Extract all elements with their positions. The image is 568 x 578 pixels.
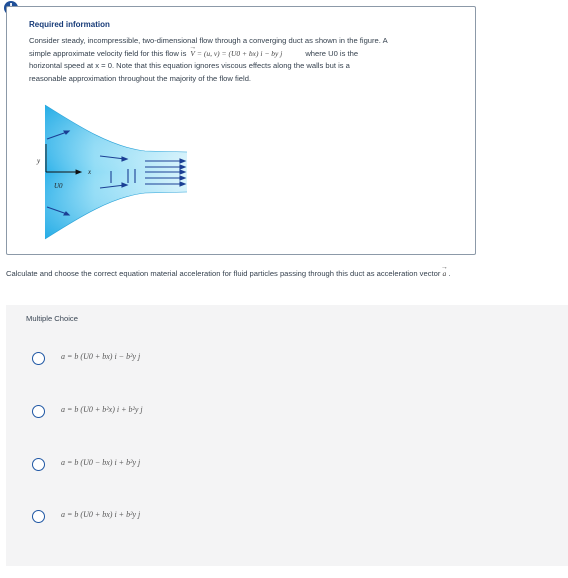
radio-empty-icon[interactable] bbox=[32, 510, 45, 523]
info-line-2-post: where U0 is the bbox=[305, 48, 359, 58]
info-line-4: reasonable approximation throughout the majority of the flow field. bbox=[29, 73, 252, 83]
velocity-equation-body: = (u, v) = (U0 + bx) i − by j bbox=[196, 48, 283, 58]
info-line-2-pre: simple approximate velocity field for this flow is bbox=[29, 48, 187, 58]
info-text bbox=[29, 35, 469, 85]
converging-duct-figure bbox=[35, 99, 195, 247]
radio-empty-icon[interactable] bbox=[32, 352, 45, 365]
radio-empty-icon[interactable] bbox=[32, 458, 45, 471]
info-line-2 bbox=[29, 48, 469, 61]
choice-option-3[interactable] bbox=[32, 455, 552, 475]
required-information-panel bbox=[6, 6, 476, 255]
y-axis-label: y bbox=[37, 157, 41, 165]
info-title: Required information bbox=[29, 20, 110, 29]
velocity-equation bbox=[189, 49, 285, 58]
question-body: Calculate and choose the correct equation material acceleration for fluid particles passing through this duct as acceleration vector bbox=[6, 269, 441, 278]
radio-empty-icon[interactable] bbox=[32, 405, 45, 418]
x-axis-label: x bbox=[88, 168, 92, 176]
question-end: . bbox=[448, 269, 451, 278]
choice-option-3-text: a = b (U0 − bx) i + b²y j bbox=[61, 458, 141, 467]
choice-option-4-text: a = b (U0 + bx) i + b²y j bbox=[61, 510, 141, 519]
question-text bbox=[6, 268, 564, 280]
info-line-3: horizontal speed at x = 0. Note that this equation ignores viscous effects along the walls but is a bbox=[29, 61, 350, 70]
u0-label: U0 bbox=[54, 182, 63, 190]
acceleration-vector-symbol: → a bbox=[442, 268, 446, 280]
choice-option-1-text: a = b (U0 + bx) i − b²y j bbox=[61, 352, 141, 361]
velocity-vector-symbol: → V bbox=[190, 48, 195, 61]
choice-option-2[interactable] bbox=[32, 402, 552, 422]
multiple-choice-panel bbox=[6, 305, 568, 566]
choice-option-2-text: a = b (U0 + b²x) i + b²y j bbox=[61, 405, 143, 414]
multiple-choice-label: Multiple Choice bbox=[26, 314, 78, 323]
info-line-1: Consider steady, incompressible, two-dimensional flow through a converging duct as shown in the figure. A bbox=[29, 36, 388, 45]
choice-option-4[interactable] bbox=[32, 507, 552, 527]
choice-option-1[interactable] bbox=[32, 349, 552, 369]
